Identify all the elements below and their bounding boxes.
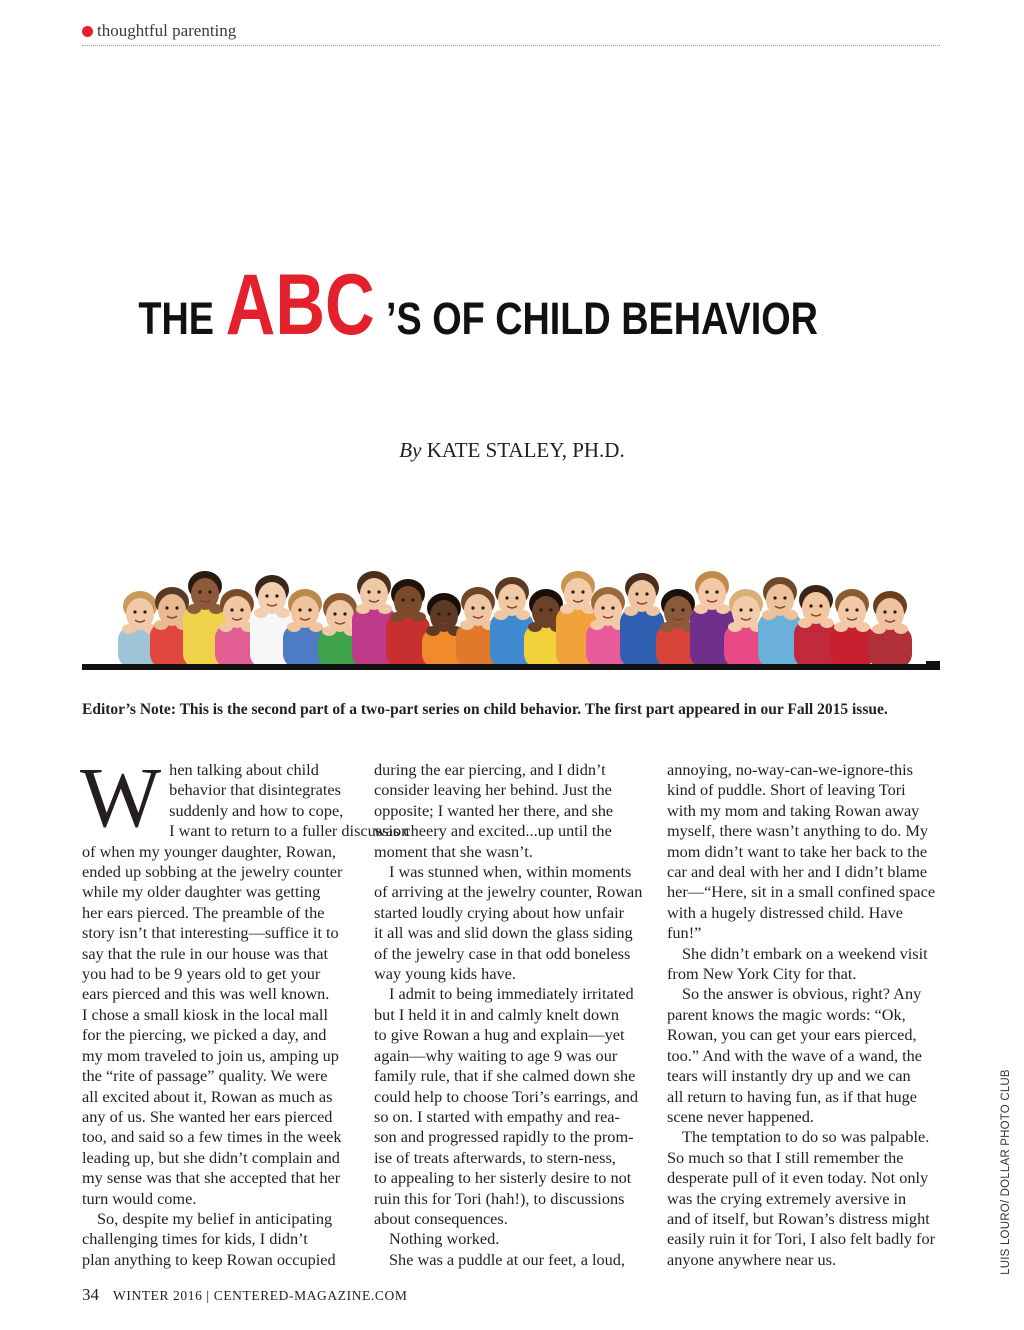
child-hand — [122, 624, 136, 634]
article-line: son and progressed rapidly to the prom- — [374, 1127, 634, 1147]
article-line: She was a puddle at our feet, a loud, — [389, 1249, 626, 1269]
article-line: the “rite of passage” quality. We were — [82, 1066, 328, 1086]
child-eye — [333, 612, 336, 615]
child-hand — [528, 622, 542, 632]
child-hand — [254, 608, 268, 618]
child-eye — [855, 608, 858, 611]
article-line: suddenly and how to cope, — [169, 800, 344, 820]
article-line: while my older daughter was getting — [82, 882, 321, 902]
article-line: was the crying extremely aversive in — [667, 1188, 907, 1208]
child-hand — [322, 626, 336, 636]
article-line: to give Rowan a hug and explain—yet — [374, 1025, 625, 1045]
article-line: myself, there wasn’t anything to do. My — [667, 821, 929, 841]
child-eye — [377, 590, 380, 593]
article-line: She didn’t embark on a weekend visit — [682, 943, 928, 963]
article-line: easily ruin it for Tori, I also felt badly for — [667, 1229, 936, 1249]
article-title — [0, 257, 1024, 353]
article-line: ended up sobbing at the jewelry counter — [82, 862, 343, 882]
article-line: with a hugely distressed child. Have — [667, 902, 904, 922]
child-hand — [412, 612, 426, 622]
article-line: consider leaving her behind. Just the — [374, 780, 612, 800]
child-hand — [426, 626, 440, 636]
article-line: behavior that disintegrates — [169, 780, 341, 800]
child-eye — [883, 610, 886, 613]
child-hand — [716, 604, 730, 614]
child-eye — [143, 610, 146, 613]
child-hand — [390, 612, 404, 622]
child-eye — [549, 608, 552, 611]
article-line: kind of puddle. Short of leaving Tori — [667, 780, 906, 800]
child-eye — [401, 598, 404, 601]
article-line: I want to return to a fuller discussion — [169, 821, 410, 841]
section-bullet-icon — [82, 26, 93, 37]
article-line: annoying, no-way-can-we-ignore-this — [667, 760, 913, 779]
article-column-2 — [374, 760, 649, 1270]
article-line: of arriving at the jewelry counter, Rowan — [374, 882, 643, 902]
article-line: her—“Here, sit in a small confined space — [667, 882, 936, 902]
article-line: ruin this for Tori (hah!), to discussions — [374, 1188, 625, 1208]
article-line: ise of treats afterwards, to stern-ness, — [374, 1147, 616, 1167]
article-line: to appealing to her sisterly desire to not — [374, 1168, 632, 1188]
article-line: from New York City for that. — [667, 964, 857, 984]
article-line: her ears pierced. The preamble of the — [82, 902, 325, 922]
article-line: So much so that I still remember the — [667, 1147, 904, 1167]
article-line: my sense was that she accepted that her — [82, 1168, 341, 1188]
article-line: again—why waiting to age 9 was our — [374, 1045, 618, 1065]
article-line: way young kids have. — [374, 964, 516, 984]
child-hand — [460, 620, 474, 630]
child-eye — [773, 596, 776, 599]
child-eye — [845, 608, 848, 611]
article-line: started loudly crying about how unfair — [374, 902, 625, 922]
article-line: So the answer is obvious, right? Any — [682, 984, 922, 1004]
divider-rule-end — [926, 661, 940, 670]
photo-credit — [998, 1068, 1014, 1275]
article-line: so on. I started with empathy and rea- — [374, 1106, 620, 1126]
child-eye — [809, 604, 812, 607]
child-hand — [798, 618, 812, 628]
article-line: too, and said so a few times in the week — [82, 1127, 342, 1147]
child-eye — [581, 590, 584, 593]
child-eye — [198, 590, 201, 593]
child-hand — [660, 622, 674, 632]
child-hand — [784, 610, 798, 620]
article-line: ears pierced and this was well known. — [82, 984, 330, 1004]
child-eye — [749, 608, 752, 611]
article-line: Nothing worked. — [389, 1229, 500, 1249]
article-line: family rule, that if she calmed down she — [374, 1066, 636, 1086]
article-line: was cheery and excited...up until the — [374, 821, 612, 841]
child-eye — [471, 606, 474, 609]
article-line: turn would come. — [82, 1188, 197, 1208]
article-column-1 — [80, 749, 410, 1270]
article-line: tears will instantly dry up and we can — [667, 1066, 911, 1086]
child-hand — [834, 622, 848, 632]
page-number: 34 — [82, 1285, 99, 1304]
article-line: parent knows the magic words: “Ok, — [667, 1004, 906, 1024]
article-line: with my mom and taking Rowan away — [667, 800, 920, 820]
hero-photo-children — [100, 552, 930, 664]
child-eye — [165, 606, 168, 609]
child-hand — [154, 620, 168, 630]
child-eye — [739, 608, 742, 611]
child-eye — [230, 608, 233, 611]
article-line: leading up, but she didn’t complain and — [82, 1147, 340, 1167]
child-hand — [219, 622, 233, 632]
article-line: too.” And with the wave of a wand, the — [667, 1045, 923, 1065]
child-hand — [309, 622, 323, 632]
child-hand — [762, 610, 776, 620]
child-hand — [187, 604, 201, 614]
child-eye — [681, 608, 684, 611]
child-eye — [343, 612, 346, 615]
title-part-rest: ’S OF CHILD BEHAVIOR — [385, 293, 818, 344]
article-line: So, despite my belief in anticipating — [97, 1208, 333, 1228]
article-line: The temptation to do so was palpable. — [682, 1127, 930, 1147]
child-eye — [571, 590, 574, 593]
child-eye — [367, 590, 370, 593]
article-line: about consequences. — [374, 1208, 508, 1228]
divider-rule — [82, 664, 940, 670]
child-eye — [893, 610, 896, 613]
child-eye — [298, 608, 301, 611]
child-eye — [240, 608, 243, 611]
child-hand — [276, 608, 290, 618]
article-line: but I held it in and calmly knelt down — [374, 1004, 620, 1024]
article-line: you had to be 9 years old to get your — [82, 964, 321, 984]
article-line: moment that she wasn’t. — [374, 841, 533, 861]
byline — [0, 438, 1024, 463]
article-line: during the ear piercing, and I didn’t — [374, 760, 606, 779]
child-eye — [308, 608, 311, 611]
article-line: my mom traveled to join us, amping up — [82, 1045, 339, 1065]
article-line: Rowan, you can get your ears pierced, — [667, 1025, 917, 1045]
article-line: car and deal with her and I didn’t blame — [667, 862, 928, 882]
child-hand — [894, 624, 908, 634]
title-part-the: THE — [138, 293, 215, 344]
child-eye — [133, 610, 136, 613]
article-line: all return to having fun, as if that huge — [667, 1086, 918, 1106]
child-hand — [694, 604, 708, 614]
child-eye — [411, 598, 414, 601]
article-line: it all was and slid down the glass siding — [374, 923, 633, 943]
article-line: opposite; I wanted her there, and she — [374, 800, 614, 820]
drop-cap: W — [80, 749, 162, 845]
child-hand — [820, 618, 834, 628]
child-hand — [560, 604, 574, 614]
article-line: plan anything to keep Rowan occupied — [82, 1249, 336, 1269]
article-line: scene never happened. — [667, 1106, 814, 1126]
child-eye — [715, 590, 718, 593]
child-eye — [601, 606, 604, 609]
byline-author: KATE STALEY, PH.D. — [426, 438, 625, 462]
article-line: I admit to being immediately irritated — [389, 984, 634, 1004]
child-hand — [378, 604, 392, 614]
article-line: fun!” — [667, 923, 702, 943]
article-line: for the piercing, we picked a day, and — [82, 1025, 327, 1045]
photo-credit-text: LUIS LOURO/ DOLLAR PHOTO CLUB — [1000, 1068, 1012, 1275]
child-eye — [505, 596, 508, 599]
child-eye — [611, 606, 614, 609]
child-eye — [275, 594, 278, 597]
child-eye — [265, 594, 268, 597]
child-hand — [287, 622, 301, 632]
title-part-abc: ABC — [225, 257, 375, 353]
article-line: challenging times for kids, I didn’t — [82, 1229, 308, 1249]
article-line: all excited about it, Rowan as much as — [82, 1086, 333, 1106]
article-column-3 — [667, 760, 942, 1270]
child-eye — [437, 612, 440, 615]
child-hand — [624, 606, 638, 616]
article-line: any of us. She wanted her ears pierced — [82, 1106, 333, 1126]
article-line: and of itself, but Rowan’s distress might — [667, 1208, 930, 1228]
article-line: of when my younger daughter, Rowan, — [82, 841, 336, 861]
article-line: mom didn’t want to take her back to the — [667, 841, 928, 861]
child-eye — [539, 608, 542, 611]
child-eye — [783, 596, 786, 599]
article-line: story isn’t that interesting—suffice it to — [82, 923, 339, 943]
article-line: of the jewelry case in that odd boneless — [374, 943, 631, 963]
child-eye — [645, 592, 648, 595]
article-line: could help to choose Tori’s earrings, and — [374, 1086, 638, 1106]
child-hand — [494, 610, 508, 620]
child-eye — [819, 604, 822, 607]
article-line: I chose a small kiosk in the local mall — [82, 1004, 328, 1024]
child-hand — [590, 620, 604, 630]
child-hand — [728, 622, 742, 632]
article-line: hen talking about child — [169, 760, 319, 779]
child-hand — [356, 604, 370, 614]
child-eye — [447, 612, 450, 615]
child-eye — [705, 590, 708, 593]
page-footer — [82, 1285, 407, 1305]
child-hand — [856, 622, 870, 632]
children-illustration — [100, 552, 930, 664]
child-eye — [208, 590, 211, 593]
article-line: anyone anywhere near us. — [667, 1249, 837, 1269]
article-line: I was stunned when, within moments — [389, 862, 632, 882]
child-eye — [671, 608, 674, 611]
article-line: say that the rule in our house was that — [82, 943, 328, 963]
child-hand — [516, 610, 530, 620]
editor-note: Editor’s Note: This is the second part of a two-part series on child behavior. The first part appeared in our Fall 2015 issue. — [82, 701, 888, 718]
issue-info: WINTER 2016 | CENTERED-MAGAZINE.COM — [113, 1288, 408, 1303]
child-eye — [635, 592, 638, 595]
child-eye — [515, 596, 518, 599]
child-hand — [872, 624, 886, 634]
section-label: thoughtful parenting — [97, 21, 237, 40]
section-tag — [82, 21, 940, 46]
child-eye — [175, 606, 178, 609]
article-line: desperate pull of it even today. Not only — [667, 1168, 929, 1188]
child-hand — [646, 606, 660, 616]
byline-prefix: By — [399, 438, 422, 462]
child-eye — [481, 606, 484, 609]
